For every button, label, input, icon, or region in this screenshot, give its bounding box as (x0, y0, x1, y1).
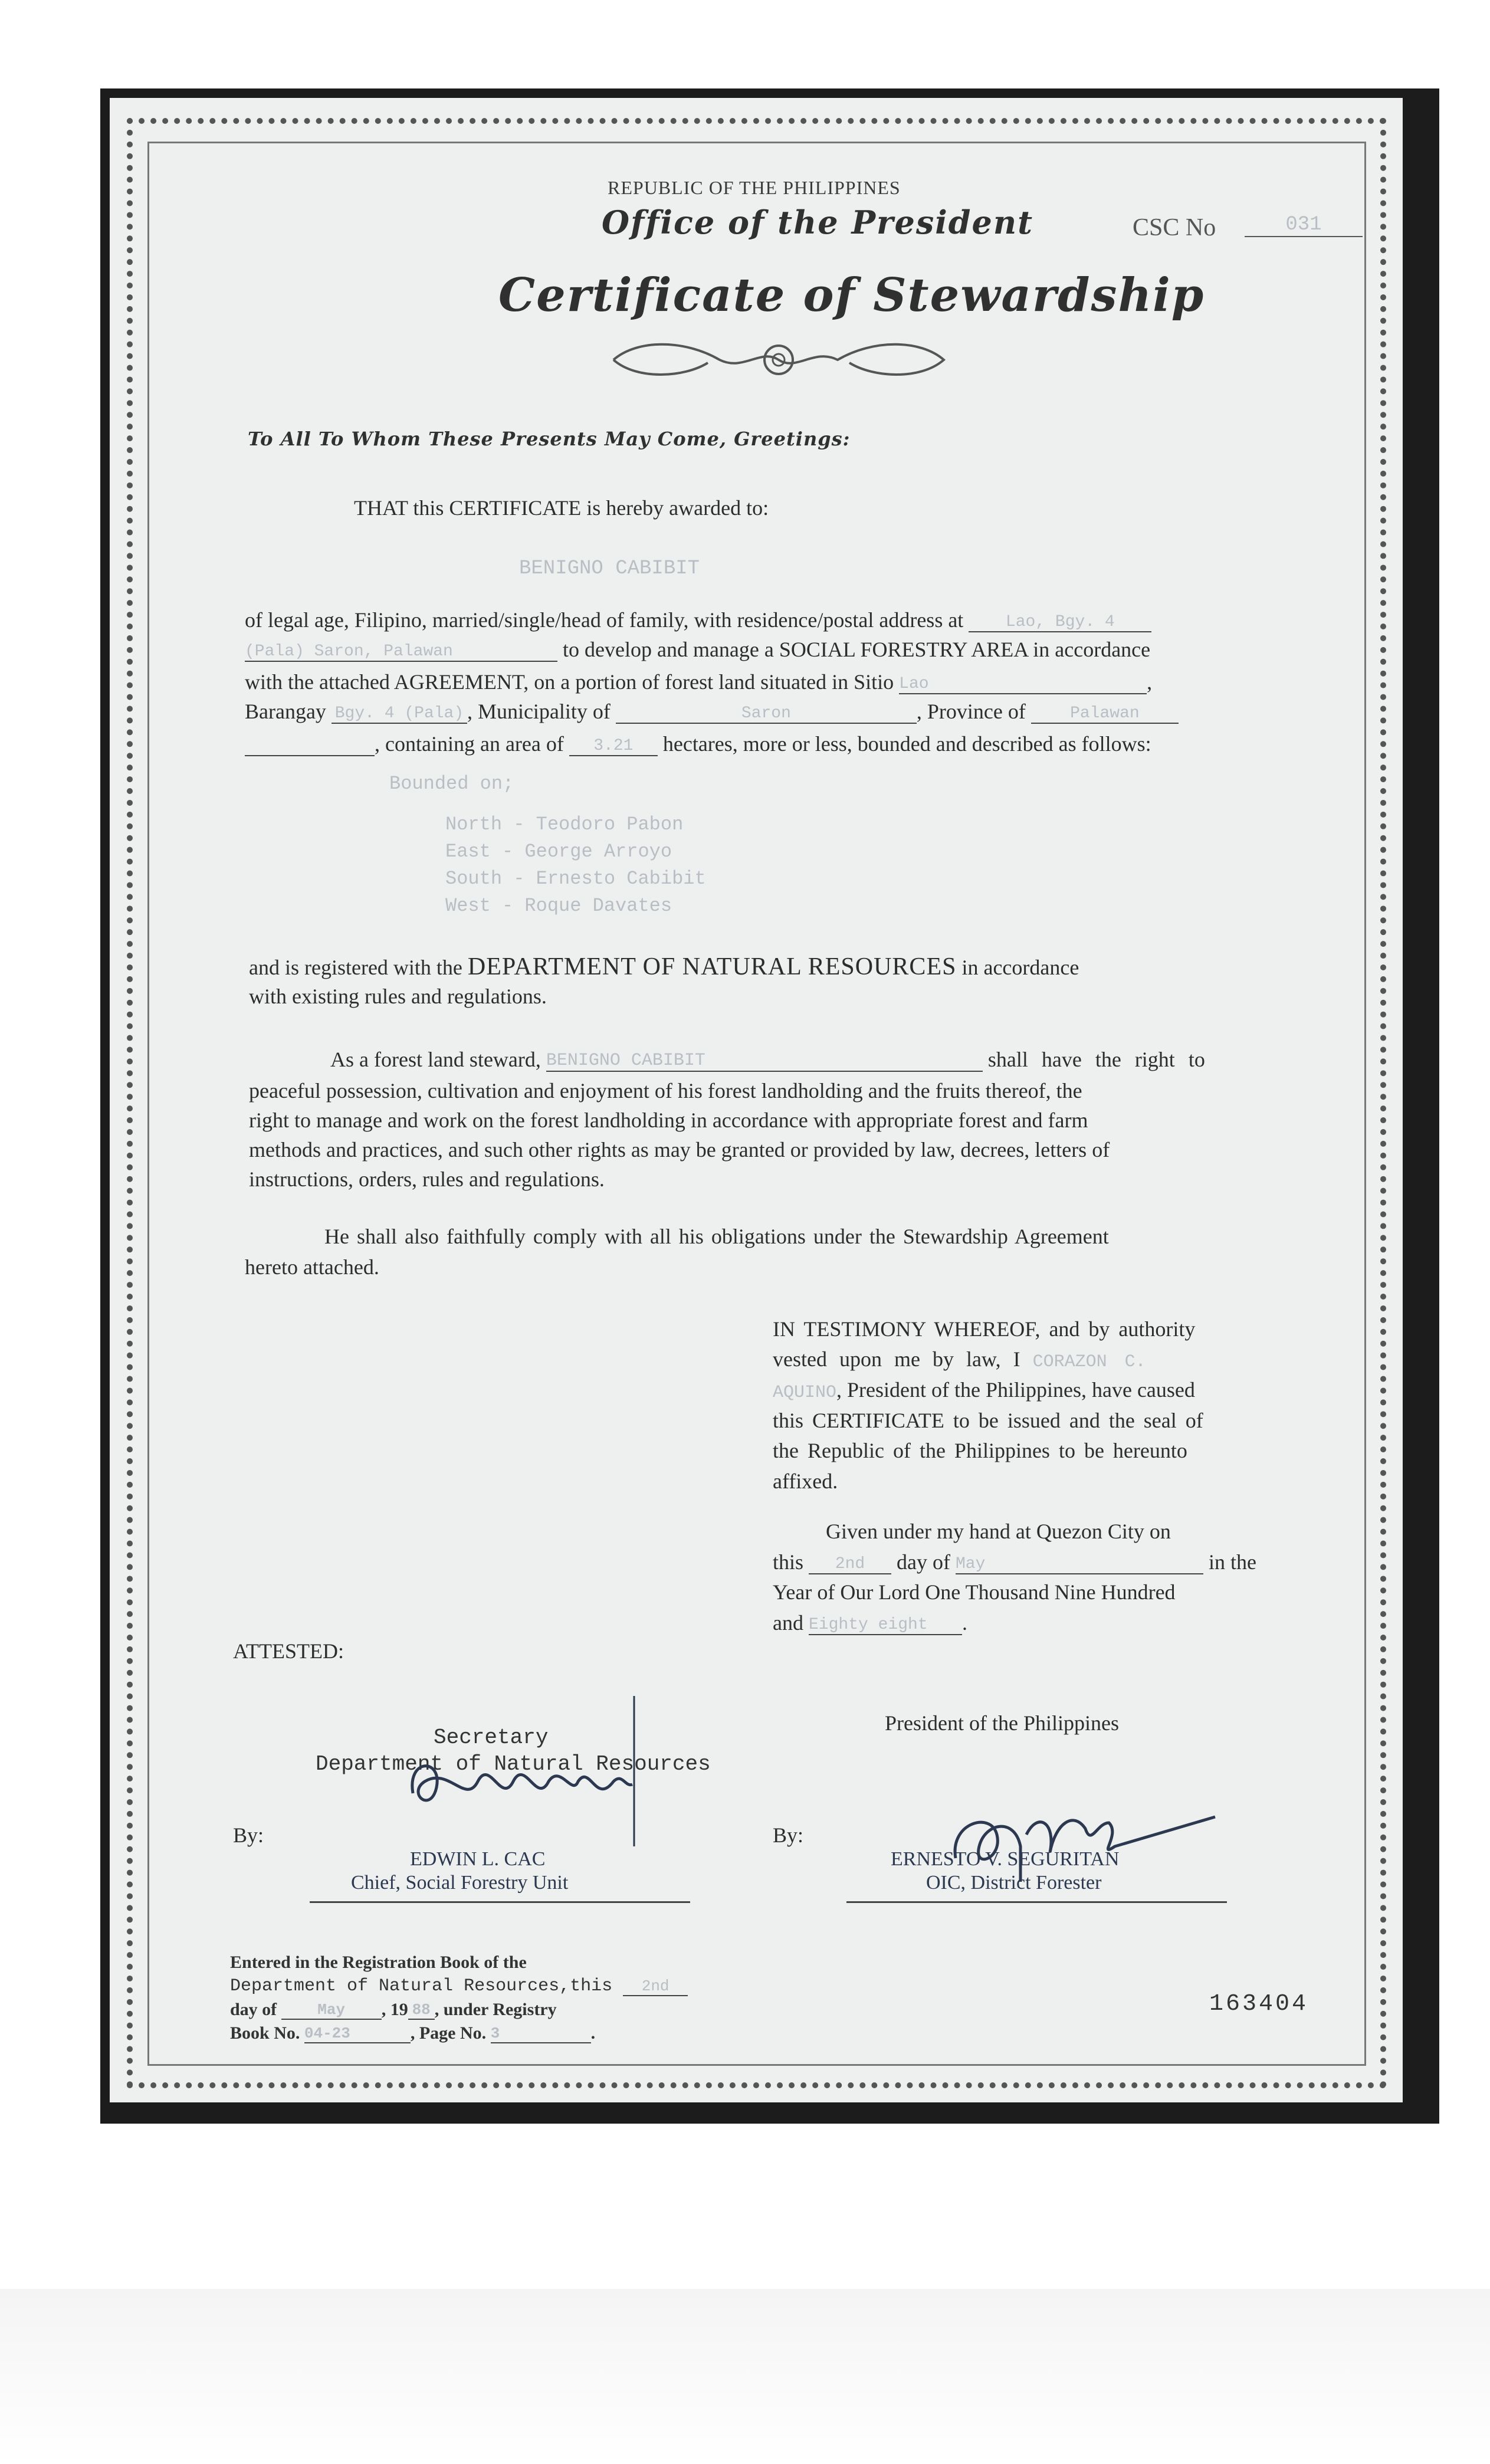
testimony-line-2: vested upon me by law, I CORAZON C. (773, 1347, 1146, 1372)
municipality-field: Saron (616, 704, 917, 724)
republic-heading: REPUBLIC OF THE PHILIPPINES (608, 177, 901, 198)
awardee-name: BENIGNO CABIBIT (519, 557, 700, 580)
registered-line-2: with existing rules and regulations. (249, 985, 547, 1008)
given-month: May (956, 1555, 1203, 1574)
entry-page-number: 3 (491, 2025, 591, 2043)
boundary-north: North - Teodoro Pabon (445, 813, 684, 835)
left-signer-name: EDWIN L. CAC (410, 1848, 546, 1870)
testimony-line-6: affixed. (773, 1469, 838, 1493)
testimony-line-4: this CERTIFICATE to be issued and the seal of (773, 1409, 1203, 1432)
entry-book-number: 04-23 (304, 2025, 411, 2043)
csc-number: 031 (1245, 214, 1363, 237)
sitio-field: Lao (899, 675, 1147, 694)
steward-name: BENIGNO CABIBIT (546, 1051, 983, 1072)
boundaries-list (445, 811, 706, 920)
registered-line-1: and is registered with the DEPARTMENT OF NATURAL RESOURCES in accordance (249, 953, 1079, 980)
left-signature-line (310, 1901, 690, 1903)
comply-line-1: He shall also faithfully comply with all his obligations under the Stewardship Agreement (324, 1225, 1109, 1248)
given-line-1: Given under my hand at Quezon City on (826, 1520, 1171, 1543)
given-line-2: this 2nd day of May in the (773, 1550, 1256, 1574)
left-signature (401, 1693, 661, 1852)
details-line-1: of legal age, Filipino, married/single/head of family, with residence/postal address at Lao, Bgy. 4 (245, 608, 1151, 632)
details-line-5: , containing an area of 3.21 hectares, more or less, bounded and described as follows: (245, 731, 1151, 756)
greeting: To All To Whom These Presents May Come, Greetings: (248, 428, 851, 450)
steward-line-5: instructions, orders, rules and regulations. (249, 1167, 605, 1191)
csc-label: CSC No (1133, 214, 1216, 241)
given-year: Eighty eight (809, 1616, 962, 1635)
office-heading: Office of the President (602, 204, 1034, 241)
testimony-line-5: the Republic of the Philippines to be hereunto (773, 1439, 1187, 1462)
attested-label: ATTESTED: (233, 1639, 344, 1663)
steward-line-4: methods and practices, and such other rights as may be granted or provided by law, decrees, letters of (249, 1138, 1110, 1162)
entry-line-2: Department of Natural Resources,this 2nd (230, 1976, 688, 1996)
left-signer-title: Chief, Social Forestry Unit (351, 1872, 569, 1894)
given-day: 2nd (809, 1555, 891, 1574)
province-field: Palawan (1031, 704, 1179, 724)
steward-line-2: peaceful possession, cultivation and enjoyment of his forest landholding and the fruits thereof, the (249, 1079, 1082, 1103)
comply-line-2: hereto attached. (245, 1255, 379, 1279)
address-field-a: Lao, Bgy. 4 (969, 613, 1151, 632)
flourish-ornament (602, 336, 956, 383)
right-signer-title: OIC, District Forester (926, 1872, 1102, 1894)
boundary-east: East - George Arroyo (445, 841, 672, 862)
details-line-3: with the attached AGREEMENT, on a portion of forest land situated in Sitio Lao , (245, 670, 1153, 694)
entry-line-1: Entered in the Registration Book of the (230, 1953, 527, 1972)
given-line-3: Year of Our Lord One Thousand Nine Hundred (773, 1580, 1176, 1604)
steward-line-1: As a forest land steward, BENIGNO CABIBIT shall have the right to (330, 1048, 1205, 1071)
details-line-4: Barangay Bgy. 4 (Pala) , Municipality of Saron , Province of Palawan (245, 699, 1179, 724)
entry-year: 88 (408, 2001, 435, 2020)
boundary-south: South - Ernesto Cabibit (445, 868, 706, 890)
right-signer-name: ERNESTO V. SEGURITAN (891, 1848, 1120, 1870)
entry-day: 2nd (623, 1977, 688, 1996)
details-line-2: (Pala) Saron, Palawan to develop and manage a SOCIAL FORESTRY AREA in accordance (245, 638, 1151, 661)
steward-line-3: right to manage and work on the forest landholding in accordance with appropriate forest and farm (249, 1108, 1088, 1132)
entry-month: May (281, 2001, 382, 2020)
given-line-4: and Eighty eight . (773, 1611, 967, 1635)
barangay-field: Bgy. 4 (Pala) (332, 704, 467, 724)
boundary-west: West - Roque Davates (445, 895, 672, 917)
serial-number: 163404 (1209, 1991, 1309, 2017)
certificate-title: Certificate of Stewardship (498, 268, 1205, 322)
boundaries-intro: Bounded on; (389, 773, 514, 795)
entry-line-4: Book No. 04-23 , Page No. 3 . (230, 2023, 596, 2043)
testimony-line-3: AQUINO, President of the Philippines, have caused (773, 1378, 1195, 1403)
entry-line-3: day of May , 19 88 , under Registry (230, 2000, 557, 2019)
address-field-b: (Pala) Saron, Palawan (245, 642, 557, 662)
scan-background (0, 2289, 1490, 2464)
area-field: 3.21 (569, 737, 658, 756)
president-label: President of the Philippines (885, 1711, 1119, 1735)
department-label: Department of Natural Resources (316, 1752, 711, 1776)
secretary-label: Secretary (434, 1725, 549, 1750)
by-left-label: By: (233, 1823, 264, 1847)
right-signature-line (846, 1901, 1227, 1903)
by-right-label: By: (773, 1823, 804, 1847)
testimony-line-1: IN TESTIMONY WHEREOF, and by authority (773, 1317, 1196, 1341)
award-intro: THAT this CERTIFICATE is hereby awarded to: (354, 496, 769, 520)
